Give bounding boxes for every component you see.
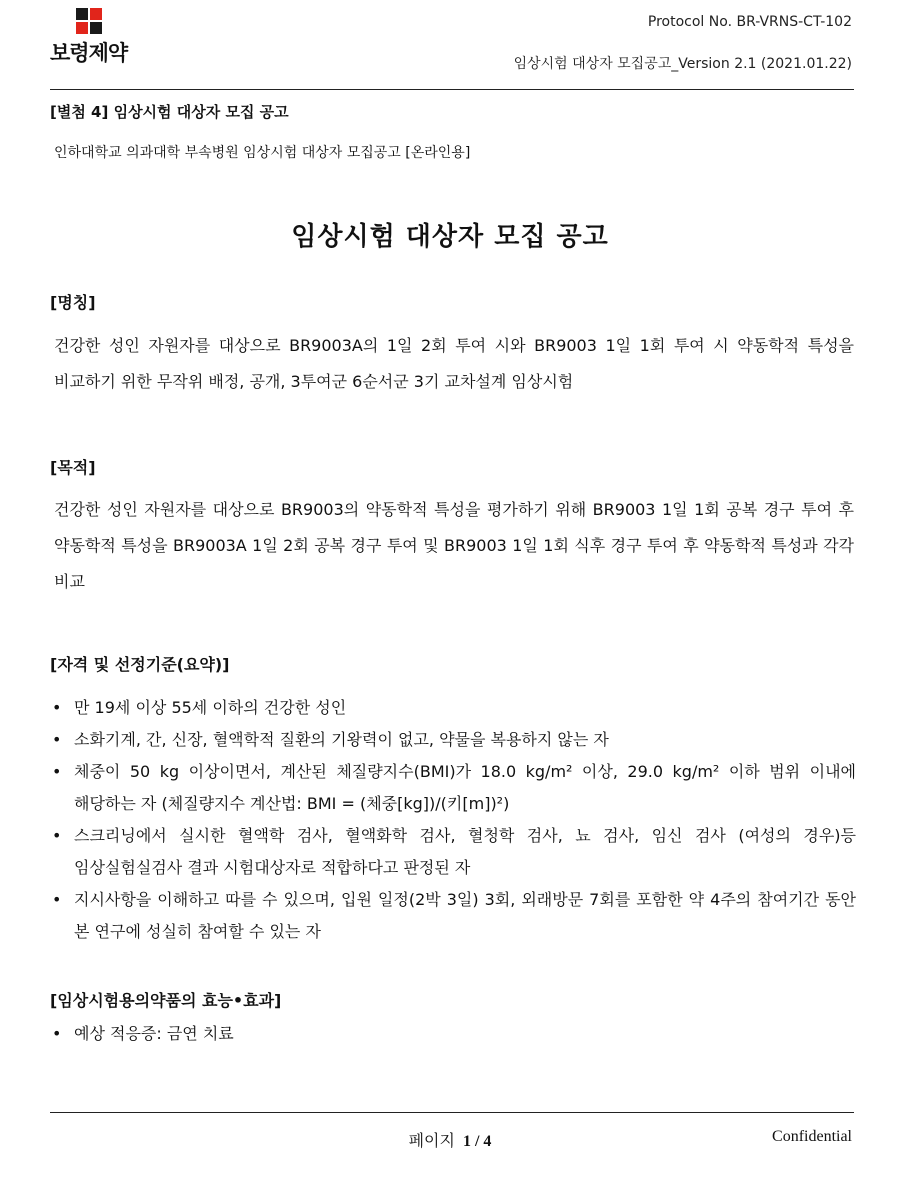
bullet-icon: •	[52, 890, 62, 909]
list-item	[50, 820, 856, 884]
section-heading-eligibility: [자격 및 선정기준(요약)]	[50, 655, 230, 674]
list-item-text: 체중이 50 kg 이상이면서, 계산된 체질량지수(BMI)가 18.0 kg/m² 이상, 29.0 kg/m² 이하 범위 이내에 해당하는 자 (체질량지수 계산법: BMI = (체중[kg])/(키[m])²)	[74, 762, 856, 813]
attachment-title: [별첨 4] 임상시험 대상자 모집 공고	[50, 103, 289, 121]
document-version: 임상시험 대상자 모집공고_Version 2.1 (2021.01.22)	[513, 56, 852, 72]
logo-text: 보령제약	[50, 41, 128, 65]
section-body-name: 건강한 성인 자원자를 대상으로 BR9003A의 1일 2회 투여 시와 BR9003 1일 1회 투여 시 약동학적 특성을 비교하기 위한 무작위 배정, 공개, 3투여군 6순서군 3기 교차설계 임상시험	[54, 336, 854, 391]
logo-square	[90, 8, 102, 20]
list-item-text: 만 19세 이상 55세 이하의 건강한 성인	[74, 698, 347, 717]
list-item-text: 예상 적응증: 금연 치료	[74, 1024, 234, 1043]
page-separator: /	[474, 1133, 480, 1150]
list-item	[50, 1018, 856, 1050]
footer-divider	[50, 1112, 854, 1113]
bullet-icon: •	[52, 730, 62, 749]
list-item-text: 스크리닝에서 실시한 혈액학 검사, 혈액화학 검사, 혈청학 검사, 뇨 검사, 임신 검사 (여성의 경우)등 임상실험실검사 결과 시험대상자로 적합하다고 판정된 자	[74, 826, 856, 877]
page-total: 4	[483, 1133, 492, 1150]
list-item	[50, 756, 856, 820]
section-heading-name: [명칭]	[50, 293, 96, 312]
page-number	[0, 1128, 900, 1151]
page-title: 임상시험 대상자 모집 공고	[291, 222, 609, 252]
br-logo-mark	[76, 8, 104, 36]
section-heading-purpose: [목적]	[50, 458, 96, 477]
header-divider	[50, 89, 854, 90]
section-heading-efficacy: [임상시험용의약품의 효능•효과]	[50, 991, 282, 1010]
page-label: 페이지	[408, 1133, 455, 1150]
list-item	[50, 724, 856, 756]
list-item-text: 소화기계, 간, 신장, 혈액학적 질환의 기왕력이 없고, 약물을 복용하지 않는 자	[74, 730, 609, 749]
efficacy-list	[50, 1018, 856, 1050]
logo-square	[90, 22, 102, 34]
protocol-number: Protocol No. BR-VRNS-CT-102	[647, 14, 852, 30]
bullet-icon: •	[52, 698, 62, 717]
logo-square	[76, 8, 88, 20]
eligibility-list	[50, 692, 856, 948]
confidential-label: Confidential	[772, 1128, 852, 1145]
bullet-icon: •	[52, 762, 62, 781]
section-body-purpose: 건강한 성인 자원자를 대상으로 BR9003의 약동학적 특성을 평가하기 위해 BR9003 1일 1회 공복 경구 투여 후 약동학적 특성을 BR9003A 1일 2회 공복 경구 투여 및 BR9003 1일 1회 식후 경구 투여 후 약동학적 특성과 각각 비교	[54, 500, 854, 591]
bullet-icon: •	[52, 1024, 62, 1043]
list-item	[50, 884, 856, 948]
page-current: 1	[462, 1133, 471, 1150]
bullet-icon: •	[52, 826, 62, 845]
list-item	[50, 692, 856, 724]
hospital-line: 인하대학교 의과대학 부속병원 임상시험 대상자 모집공고 [온라인용]	[54, 145, 471, 161]
list-item-text: 지시사항을 이해하고 따를 수 있으며, 입원 일정(2박 3일) 3회, 외래방문 7회를 포함한 약 4주의 참여기간 동안 본 연구에 성실히 참여할 수 있는 자	[74, 890, 856, 941]
logo-square	[76, 22, 88, 34]
